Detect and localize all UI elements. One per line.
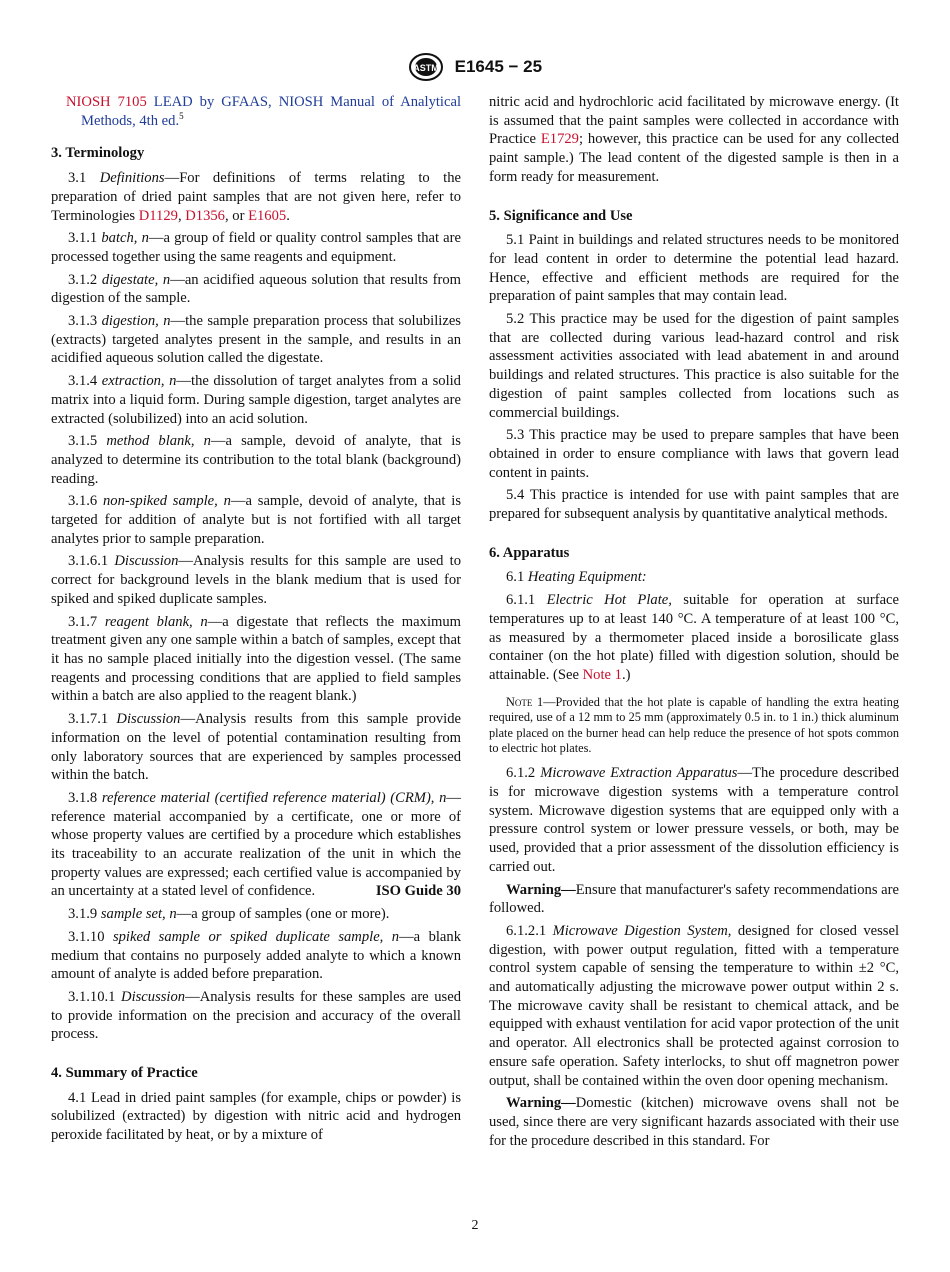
para-3-1-2: 3.1.2 digestate, n—an acidified aqueous solution that results from digestion of the sample. [51,271,461,307]
para-3-1-4: 3.1.4 extraction, n—the dissolution of target analytes from a solid matrix into a liquid form. During sample digestion, target analytes are extracted (solubilized) into an acid solution. [51,373,461,427]
niosh-ref[interactable]: NIOSH 7105 [66,94,147,110]
para-5-3: 5.3 This practice may be used to prepare samples that have been obtained in order to ensure compliance with laws that govern lead content in paints. [489,427,899,481]
note-1: Note 1—Provided that the hot plate is capable of handling the extra heating required, use of a 12 mm to 25 mm (approximately 0.5 in. to 1 in.) thick aluminum plate placed on the burner head can help reduce the presence of hot spots common to electric hot plates. [489,694,899,755]
para-5-4: 5.4 This practice is intended for use with paint samples that are prepared for subsequent analysis by quantitative analytical methods. [489,487,899,523]
para-3-1-9: 3.1.9 sample set, n—a group of samples (one or more). [68,906,390,923]
astm-logo-icon [408,52,444,82]
section-6-heading: 6. Apparatus [489,544,570,561]
para-3-1-7: 3.1.7 reagent blank, n—a digestate that reflects the maximum treatment given any one sample within a batch of samples, except that it has no sample placed initially into the digestion vessel. (The same reagents and processing conditions that are applied to field samples within a batch are also applied to the reagent blank.) [51,613,461,705]
link-e1729[interactable]: E1729 [540,131,579,148]
para-3-1-5: 3.1.5 method blank, n—a sample, devoid of analyte, that is analyzed to determine its contribution to the total blank (background) reading. [51,433,461,487]
link-d1129[interactable]: D1129 [138,207,178,224]
para-6-1-2: 6.1.2 Microwave Extraction Apparatus—The procedure described is for microwave digestion systems with a temperature control system. Microwave digestion systems that are equipped only with a pressure control system or lower pressure vessels, or both, may be used, provided that a prior assessment of the dissolution efficiency is carried out. [489,765,899,875]
para-3-1-8: 3.1.8 reference material (certified reference material) (CRM), n—reference material accompanied by a certificate, one or more of whose property values are certified by a procedure which establishes its traceability to an accurate realization of the unit in which the property values are expressed; each certified value is accompanied by an uncertainty at a stated level of confidence. ISO Guide 30 [51,789,461,900]
footnote-marker: 5 [179,110,184,121]
designation-number: E1645 − 25 [454,57,543,76]
right-column [489,93,899,1154]
reference-entry [51,93,461,130]
para-5-2: 5.2 This practice may be used for the digestion of paint samples that are collected during various lead-hazard control and risk assessment activities associated with lead abatement in and around buildings and related structures. This practice is also suitable for the digestion of paint samples collected from locations such as commercial buildings. [489,311,899,421]
para-6-1-1: 6.1.1 Electric Hot Plate, suitable for operation at surface temperatures up to at least 140 °C. A temperature of at least 100 °C, as measured by a thermometer placed inside a borosilicate glass container (on the hot plate) filled with digestion solution, should be attainable. (See Note 1.) [489,592,900,683]
section-5-heading: 5. Significance and Use [489,207,633,224]
para-3-1-1: 3.1.1 batch, n—a group of field or quality control samples that are processed together using the same reagents and equipment. [51,230,461,265]
para-3-1-6: 3.1.6 non-spiked sample, n—a sample, devoid of analyte, that is targeted for addition of analyte but is not fortified with all target analytes prior to sample preparation. [51,493,461,547]
left-column [51,93,461,1149]
link-d1356[interactable]: D1356 [185,207,225,224]
svg-text:ASTM: ASTM [413,63,439,73]
para-3-1-10-1: 3.1.10.1 Discussion—Analysis results for these samples are used to provide information on the precision and accuracy of the overall process. [51,988,462,1043]
ref-link-manual[interactable]: NIOSH Manual of Analytical Methods, 4th ed. [81,94,461,129]
link-note-1[interactable]: Note 1 [582,666,622,683]
ref-link-lead[interactable]: LEAD by GFAAS [153,94,269,110]
para-3-1: 3.1 Definitions—For definitions of terms relating to the preparation of dried paint samples that are not given here, refer to Terminologies D1129, D1356, or E1605. [51,170,462,224]
page-number: 2 [471,1218,479,1233]
page-header [0,52,950,82]
section-3-heading: 3. Terminology [51,145,145,162]
link-e1605[interactable]: E1605 [248,207,287,224]
para-3-1-6-1: 3.1.6.1 Discussion—Analysis results for this sample are used to correct for background levels in the blank medium that is used for spiked and spiked duplicate samples. [51,553,461,607]
para-4-1: 4.1 Lead in dried paint samples (for example, chips or powder) is solubilized (extracted) by digestion with nitric acid and hydrogen peroxide facilitated by heat, or by a mixture of [51,1089,461,1144]
para-5-1: 5.1 Paint in buildings and related structures needs to be monitored for lead content in order to determine the potential lead hazard. Hence, effective and efficient methods are required for the preparation of paint samples that may contain lead. [489,232,899,305]
warning-2: Warning—Domestic (kitchen) microwave ovens shall not be used, since there are very significant hazards associated with their use for the procedure described in this standard. For [489,1095,899,1149]
ref-separator: , [268,94,279,110]
para-3-1-3: 3.1.3 digestion, n—the sample preparation process that solubilizes (extracts) targeted analytes present in the sample, and results in an acidified aqueous solution called the digestate. [51,313,461,367]
para-6-1: 6.1 Heating Equipment: [506,569,647,586]
para-4-1-continued: nitric acid and hydrochloric acid facilitated by microwave energy. (It is assumed that the paint samples were collected in accordance with Practice E1729; however, this practice can be used for any collected paint sample.) The lead content of the digested sample is then in a form ready for measurement. [489,94,899,185]
para-3-1-10: 3.1.10 spiked sample or spiked duplicate sample, n—a blank medium that contains no purposely added analyte to which a known amount of analyte is added before preparation. [51,928,461,983]
section-4-heading: 4. Summary of Practice [51,1065,198,1082]
warning-1: Warning—Ensure that manufacturer's safety recommendations are followed. [489,881,899,917]
para-3-1-7-1: 3.1.7.1 Discussion—Analysis results from this sample provide information on the level of potential contamination resulting from only laboratory sources that are experienced by samples processed within the batch. [51,711,462,784]
para-6-1-2-1: 6.1.2.1 Microwave Digestion System, designed for closed vessel digestion, with power output regulation, fitted with a temperature control system capable of sensing the temperature to within ±2 °C, and automatically adjusting the microwave power output within 2 s. The microwave cavity shall be resistant to chemical attack, and be equipped with exhaust ventilation for acid vapor protection of the unit and operator. All electronics shall be protected against corrosion to ensure safe operation. Safety interlocks, to shut off magnetron power output, shall be contained within the oven door opening mechanism. [489,922,899,1089]
iso-guide-ref: ISO Guide 30 [375,883,461,900]
